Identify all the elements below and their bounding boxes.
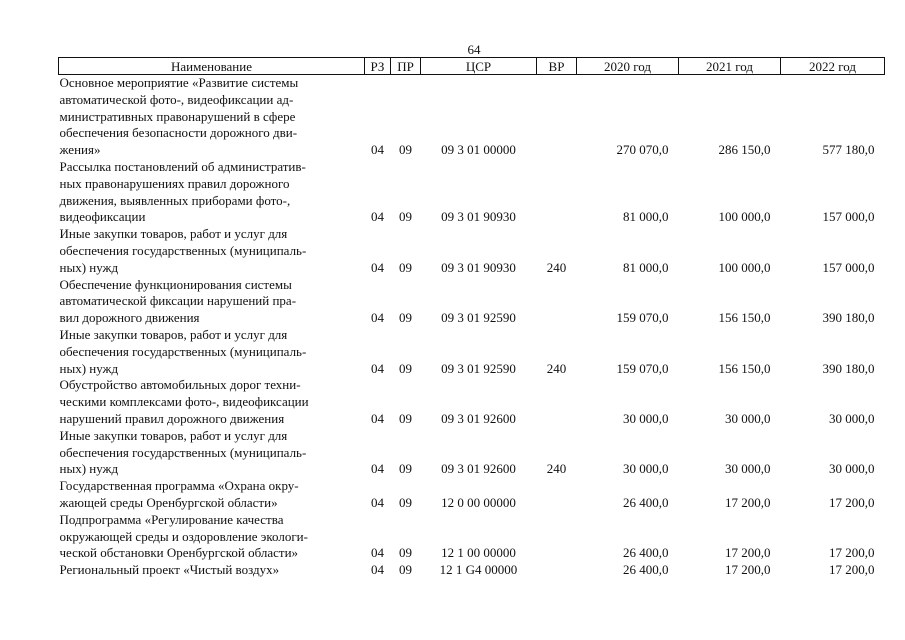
table-row [59, 226, 885, 276]
row-name: Обеспечение функционирования системы автоматической фиксации нарушений пра- вил дорожного движения [59, 276, 297, 326]
row-2021: 156 150,0 [718, 310, 771, 326]
table-row [59, 277, 885, 327]
row-rz: 04 [371, 209, 384, 225]
table-row [59, 562, 885, 579]
header-2022: 2022 год [781, 58, 885, 75]
row-csr: 12 1 G4 00000 [439, 562, 518, 578]
header-pr: ПР [391, 58, 421, 75]
row-2021: 30 000,0 [725, 410, 771, 426]
table-row [59, 327, 885, 377]
row-2021: 100 000,0 [718, 259, 771, 275]
table-header-row [59, 58, 885, 75]
row-vr: 240 [546, 461, 567, 477]
row-2020: 26 400,0 [623, 562, 669, 578]
row-2021: 156 150,0 [718, 360, 771, 376]
row-2021: 30 000,0 [725, 461, 771, 477]
row-vr: 240 [546, 259, 567, 275]
row-vr [537, 512, 577, 562]
table-row [59, 377, 885, 427]
row-2020: 26 400,0 [623, 545, 669, 561]
row-csr: 09 3 01 90930 [441, 259, 516, 275]
table-row [59, 478, 885, 512]
row-vr [537, 562, 577, 579]
row-pr: 09 [399, 360, 412, 376]
row-rz: 04 [371, 461, 384, 477]
row-2022: 157 000,0 [822, 259, 875, 275]
row-2021: 17 200,0 [725, 562, 771, 578]
page-number: 64 [467, 42, 481, 57]
row-csr: 09 3 01 92600 [441, 410, 516, 426]
row-2021: 286 150,0 [718, 142, 771, 158]
row-csr: 12 1 00 00000 [441, 545, 516, 561]
row-2020: 30 000,0 [623, 461, 669, 477]
row-2022: 17 200,0 [829, 494, 875, 510]
row-2022: 17 200,0 [829, 562, 875, 578]
row-pr: 09 [399, 410, 412, 426]
row-2022: 390 180,0 [822, 310, 875, 326]
header-name: Наименование [59, 58, 365, 75]
row-csr: 09 3 01 92590 [441, 360, 516, 376]
header-rz: РЗ [365, 58, 391, 75]
row-vr [537, 478, 577, 512]
row-csr: 09 3 01 92600 [441, 461, 516, 477]
row-pr: 09 [399, 562, 412, 578]
row-2021: 17 200,0 [725, 494, 771, 510]
row-2022: 390 180,0 [822, 360, 875, 376]
row-2022: 30 000,0 [829, 410, 875, 426]
row-2020: 81 000,0 [623, 259, 669, 275]
row-vr [537, 277, 577, 327]
row-2020: 26 400,0 [623, 494, 669, 510]
row-name: Подпрограмма «Регулирование качества окружающей среды и оздоровление экологи- ческой обстановки Оренбургской области» [59, 511, 308, 561]
row-rz: 04 [371, 562, 384, 578]
row-name: Обустройство автомобильных дорог техни- ческими комплексами фото-, видеофиксации нарушений правил дорожного движения [59, 377, 309, 426]
header-csr: ЦСР [421, 58, 537, 75]
row-2020: 270 070,0 [616, 142, 669, 158]
row-csr: 09 3 01 00000 [441, 142, 516, 158]
row-vr [537, 377, 577, 427]
table-row [59, 428, 885, 478]
row-pr: 09 [399, 209, 412, 225]
header-2021: 2021 год [679, 58, 781, 75]
row-name: Иные закупки товаров, работ и услуг для обеспечения государственных (муниципаль- ных) нужд [59, 326, 307, 376]
row-pr: 09 [399, 142, 412, 158]
row-rz: 04 [371, 310, 384, 326]
table-row [59, 75, 885, 159]
row-name: Государственная программа «Охрана окру- жающей среды Оренбургской области» [59, 478, 299, 510]
row-name: Рассылка постановлений об административ- ных правонарушениях правил дорожного движения, выявленных приборами фото-, видеофиксации [59, 158, 306, 225]
budget-table [58, 57, 885, 579]
row-vr [537, 159, 577, 226]
table-row [59, 159, 885, 226]
row-2022: 17 200,0 [829, 545, 875, 561]
row-pr: 09 [399, 259, 412, 275]
row-2020: 30 000,0 [623, 410, 669, 426]
row-rz: 04 [371, 545, 384, 561]
table-row [59, 512, 885, 562]
row-rz: 04 [371, 142, 384, 158]
row-pr: 09 [399, 310, 412, 326]
row-rz: 04 [371, 410, 384, 426]
row-vr [537, 75, 577, 159]
row-2021: 17 200,0 [725, 545, 771, 561]
header-2020: 2020 год [577, 58, 679, 75]
row-pr: 09 [399, 494, 412, 510]
row-rz: 04 [371, 259, 384, 275]
row-csr: 09 3 01 92590 [441, 310, 516, 326]
row-2022: 577 180,0 [822, 142, 875, 158]
row-name: Региональный проект «Чистый воздух» [59, 562, 280, 578]
row-pr: 09 [399, 545, 412, 561]
row-2022: 30 000,0 [829, 461, 875, 477]
row-rz: 04 [371, 360, 384, 376]
row-2022: 157 000,0 [822, 209, 875, 225]
row-pr: 09 [399, 461, 412, 477]
row-2021: 100 000,0 [718, 209, 771, 225]
header-vr: ВР [537, 58, 577, 75]
row-name: Основное мероприятие «Развитие системы автоматической фото-, видеофиксации ад- министративных правонарушений в сфере обеспечения безопасности дорожного дви- жения» [59, 75, 299, 158]
row-rz: 04 [371, 494, 384, 510]
row-csr: 09 3 01 90930 [441, 209, 516, 225]
row-2020: 81 000,0 [623, 209, 669, 225]
row-name: Иные закупки товаров, работ и услуг для обеспечения государственных (муниципаль- ных) нужд [59, 226, 307, 275]
row-name: Иные закупки товаров, работ и услуг для обеспечения государственных (муниципаль- ных) нужд [59, 427, 307, 477]
row-csr: 12 0 00 00000 [441, 494, 516, 510]
row-2020: 159 070,0 [616, 360, 669, 376]
row-2020: 159 070,0 [616, 310, 669, 326]
row-vr: 240 [546, 360, 567, 376]
